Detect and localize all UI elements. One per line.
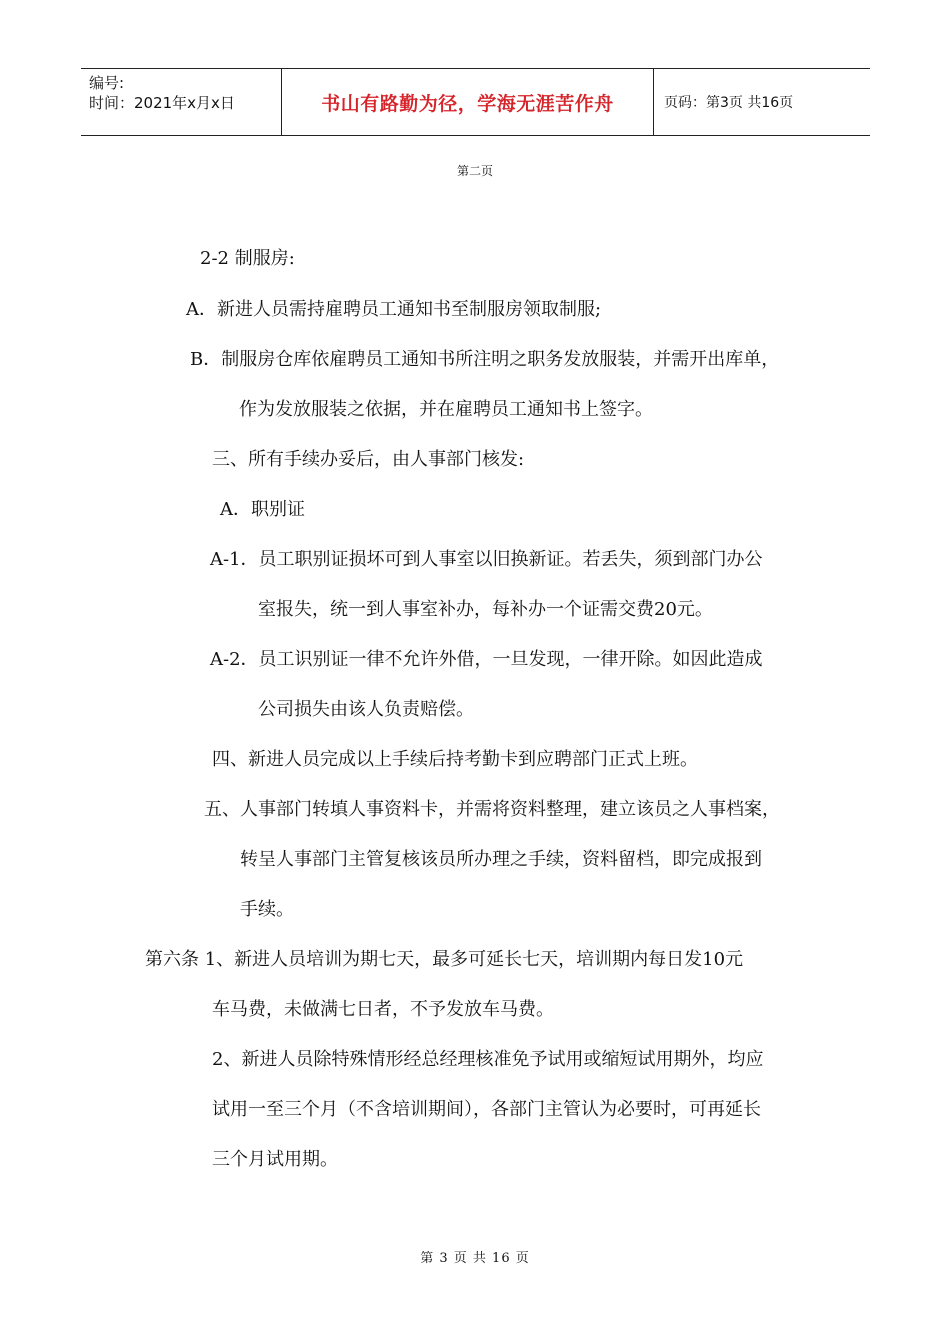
body-line: 五、人事部门转填人事资料卡，并需将资料整理，建立该员之人事档案， <box>204 799 780 820</box>
body-line: 作为发放服装之依据，并在雇聘员工通知书上签字。 <box>239 399 653 420</box>
body-line: 公司损失由该人负责赔偿。 <box>258 699 474 720</box>
body-line: 室报失，统一到人事室补办，每补办一个证需交费20元。 <box>258 599 713 620</box>
page-subtitle: 第二页 <box>456 164 493 178</box>
body-line: B．制服房仓库依雇聘员工通知书所注明之职务发放服装，并需开出库单， <box>190 349 780 370</box>
header-meta <box>81 69 282 135</box>
header-motto: 书山有路勤为径，学海无涯苦作舟 <box>321 92 614 115</box>
body-line: 车马费，未做满七日者，不予发放车马费。 <box>212 999 554 1020</box>
body-line: A．新进人员需持雇聘员工通知书至制服房领取制服; <box>186 299 602 320</box>
body-line: 2、新进人员除特殊情形经总经理核准免予试用或缩短试用期外，均应 <box>212 1049 764 1070</box>
header-page-info-cell <box>654 69 870 135</box>
page-footer: 第 3 页 共 16 页 <box>420 1251 530 1266</box>
body-line: 2-2 制服房: <box>200 248 295 269</box>
header-page-info: 页码：第3页 共16页 <box>664 95 794 111</box>
body-line: 三个月试用期。 <box>212 1149 338 1170</box>
body-line: A-1．员工职别证损坏可到人事室以旧换新证。若丢失，须到部门办公 <box>210 549 763 570</box>
body-line: 三、所有手续办妥后，由人事部门核发: <box>212 449 525 470</box>
document-number-label: 编号: <box>89 74 125 92</box>
body-line: 四、新进人员完成以上手续后持考勤卡到应聘部门正式上班。 <box>212 749 698 770</box>
body-line: 试用一至三个月（不含培训期间），各部门主管认为必要时，可再延长 <box>212 1099 761 1120</box>
body-line: A．职别证 <box>220 499 305 520</box>
page-header <box>81 68 870 136</box>
body-line: 手续。 <box>240 899 294 920</box>
header-motto-cell <box>282 69 654 135</box>
body-line: 转呈人事部门主管复核该员所办理之手续，资料留档，即完成报到 <box>240 849 762 870</box>
document-time-label: 时间：2021年x月x日 <box>89 94 235 112</box>
body-line: A-2．员工识别证一律不允许外借，一旦发现，一律开除。如因此造成 <box>210 649 763 670</box>
body-line: 第六条 1、新进人员培训为期七天，最多可延长七天，培训期内每日发10元 <box>145 949 744 970</box>
